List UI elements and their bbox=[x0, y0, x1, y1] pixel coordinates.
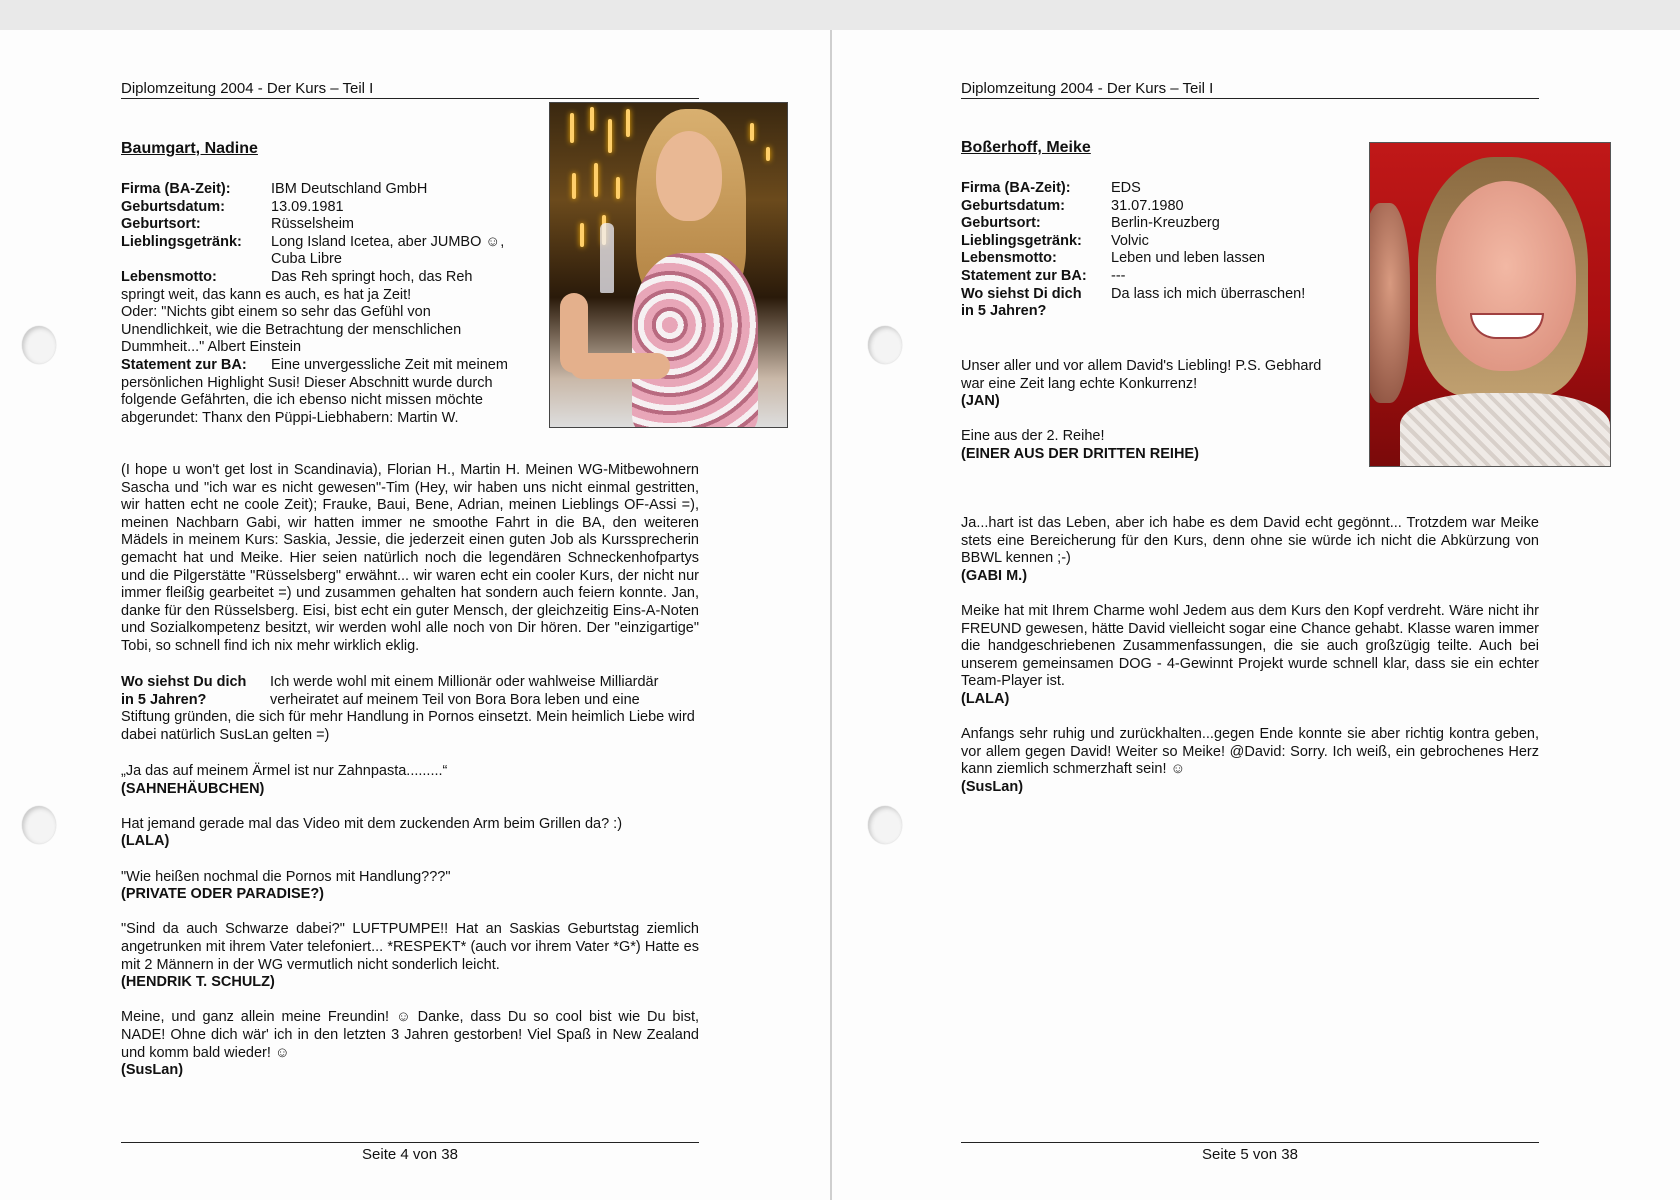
field-value: verheiratet auf meinem Teil von Bora Bora leben und eine bbox=[270, 691, 640, 708]
field-label: Geburtsdatum: bbox=[961, 197, 1065, 214]
comment-signature: (LALA) bbox=[961, 690, 1010, 707]
field-row bbox=[121, 181, 541, 199]
field-label: Wo siehst Di dich bbox=[961, 285, 1082, 302]
profile-photo bbox=[549, 102, 788, 428]
future-text: Stiftung gründen, die sich für mehr Handlung in Pornos einsetzt. Mein heimlich Liebe wird dabei natürlich SusLan gelten =) bbox=[121, 709, 695, 743]
field-value bbox=[1111, 303, 1361, 321]
comment bbox=[121, 921, 699, 991]
field-value: Eine unvergessliche Zeit mit meinem bbox=[271, 356, 508, 373]
profile-fields bbox=[961, 180, 1361, 321]
page-right bbox=[832, 30, 1680, 1200]
comment-text: „Ja das auf meinem Ärmel ist nur Zahnpasta.........“ bbox=[121, 763, 448, 779]
comment-signature: (HENDRIK T. SCHULZ) bbox=[121, 974, 275, 991]
field-label: Firma (BA-Zeit): bbox=[121, 181, 231, 197]
field-label: Wo siehst Du dich bbox=[121, 674, 247, 690]
field-value: 31.07.1980 bbox=[1111, 197, 1184, 214]
comments-list bbox=[961, 515, 1539, 814]
field-value: 13.09.1981 bbox=[271, 198, 344, 215]
comments-list-narrow bbox=[961, 358, 1341, 481]
comment bbox=[121, 869, 699, 904]
page-header: Diplomzeitung 2004 - Der Kurs – Teil I bbox=[961, 80, 1539, 99]
punch-hole bbox=[868, 806, 902, 844]
comment-signature: (SusLan) bbox=[961, 778, 1024, 795]
field-row bbox=[121, 692, 699, 710]
comment-text: Anfangs sehr ruhig und zurückhalten...gegen Ende konnte sie aber richtig kontra geben, vor allem gegen David! Weiter so Meike! @David: Sorry. Ich weiß, ein gebrochenes Herz kann ziemlich schmerzhaft sein! ☺ bbox=[961, 726, 1539, 778]
footer-rule bbox=[121, 1142, 699, 1143]
field-row bbox=[961, 233, 1361, 251]
page-header: Diplomzeitung 2004 - Der Kurs – Teil I bbox=[121, 80, 699, 99]
field-value: Volvic bbox=[1111, 232, 1149, 249]
punch-hole bbox=[22, 326, 56, 364]
comment-signature: (PRIVATE ODER PARADISE?) bbox=[121, 886, 325, 903]
comment-signature: (EINER AUS DER DRITTEN REIHE) bbox=[961, 445, 1199, 462]
field-label: Lebensmotto: bbox=[961, 250, 1057, 267]
field-value: Da lass ich mich überraschen! bbox=[1111, 285, 1306, 302]
comment-signature: (GABI M.) bbox=[961, 567, 1028, 584]
comment-signature: (LALA) bbox=[121, 833, 170, 850]
field-value: Ich werde wohl mit einem Millionär oder wahlweise Milliardär bbox=[270, 674, 659, 690]
field-row bbox=[121, 251, 541, 269]
footer-rule bbox=[961, 1142, 1539, 1143]
comment-text: Hat jemand gerade mal das Video mit dem zuckenden Arm beim Grillen da? :) bbox=[121, 815, 623, 832]
comment-signature: (JAN) bbox=[961, 393, 1000, 410]
comment-text: "Wie heißen nochmal die Pornos mit Handlung???" bbox=[121, 868, 451, 885]
field-row bbox=[121, 199, 541, 217]
field-row bbox=[121, 216, 541, 234]
field-value: Das Reh springt hoch, das Reh bbox=[271, 268, 473, 285]
comment-text: Unser aller und vor allem David's Liebling! P.S. Gebhard war eine Zeit lang echte Konkurrenz! bbox=[961, 358, 1322, 392]
motto-line: springt weit, das kann es auch, es hat ja Zeit! bbox=[121, 286, 412, 303]
statement-text: (I hope u won't get lost in Scandinavia), Florian H., Martin H. Meinen WG-Mitbewohnern Sascha und "ich war es nicht gewesen"-Tim (Hey, wir haben uns nicht einmal gestritten, wir hatten echt ne coole Zeit); Frauke, Baui, Bene, Adrian, meinen Lieblings OF-Assi =), meinen Nachbarn Gabi, wir hatten immer ne smoothe Fahrt in die BA, den weiteren Mädels in meinem Kurs: Saskia, Jessie, die jederzeit einen guten Job als Kurssprecherin gemacht hat und Meike. Hier seien natürlich noch die legendären Schneckenhofpartys und die Pilgerstätte "Rüsselsberg" erwähnt... wir waren echt ein cooler Kurs, der nicht nur immer fleißig gearbeitet =) und zusammen gehalten hat sondern auch feiern konnte. Jan, danke für den Rüsselsberg. Eisi, bist echt ein guter Mensch, der gleichzeitig Eins-A-Noten und Sozialkompetenz besitzt, wir werden wohl alle noch von Dir hören. Der "einzigartige" Tobi, so schnell find ich nix mehr wirklich eklig. bbox=[121, 462, 699, 654]
profile-fields bbox=[121, 181, 541, 427]
field-value: Cuba Libre bbox=[271, 251, 342, 268]
page-left bbox=[0, 30, 830, 1200]
comment bbox=[121, 1009, 699, 1079]
comment-text: Meine, und ganz allein meine Freundin! ☺ Danke, dass Du so cool bist wie Du bist, NADE! Ohne dich wär' ich in den letzten 3 Jahren gestorben! Viel Spaß in New Zealand und komm bald wieder! ☺ bbox=[121, 1009, 699, 1061]
field-value: --- bbox=[1111, 267, 1126, 284]
field-label: Geburtsort: bbox=[961, 215, 1041, 232]
field-row bbox=[961, 215, 1361, 233]
field-value: EDS bbox=[1111, 180, 1141, 196]
comment bbox=[961, 515, 1539, 585]
punch-hole bbox=[868, 326, 902, 364]
field-value: Long Island Icetea, aber JUMBO ☺, bbox=[271, 233, 505, 250]
profile-name: Baumgart, Nadine bbox=[121, 140, 258, 157]
field-value: Leben und leben lassen bbox=[1111, 250, 1265, 267]
field-label: Geburtsdatum: bbox=[121, 198, 225, 215]
field-row bbox=[121, 234, 541, 252]
field-row bbox=[961, 250, 1361, 268]
field-row bbox=[961, 303, 1361, 321]
field-label: Lieblingsgetränk: bbox=[961, 232, 1082, 249]
comment bbox=[961, 603, 1539, 709]
comment bbox=[961, 358, 1341, 411]
page-number: Seite 5 von 38 bbox=[1202, 1146, 1298, 1163]
field-value: Berlin-Kreuzberg bbox=[1111, 215, 1220, 232]
field-label: Lebensmotto: bbox=[121, 268, 217, 285]
field-label: Firma (BA-Zeit): bbox=[961, 180, 1071, 196]
comment bbox=[121, 816, 699, 851]
field-row bbox=[961, 198, 1361, 216]
comment bbox=[121, 763, 699, 798]
comment-text: "Sind da auch Schwarze dabei?" LUFTPUMPE!! Hat an Saskias Geburtstag ziemlich angetrunken mit ihrem Vater telefoniert... *RESPEKT* (auch vor ihrem Vater *G*) Hatte es mit 2 Männern in der WG vermutlich nicht sonderlich leicht. bbox=[121, 921, 699, 973]
field-value: IBM Deutschland GmbH bbox=[271, 181, 428, 197]
punch-hole bbox=[22, 806, 56, 844]
comment-signature: (SusLan) bbox=[121, 1062, 184, 1079]
field-value: Rüsselsheim bbox=[271, 216, 354, 233]
comment-text: Meike hat mit Ihrem Charme wohl Jedem aus dem Kurs den Kopf verdreht. Wäre nicht ihr FREUND gewesen, hätte David vielleicht sogar eine Chance gehabt. Klasse waren immer die handgeschriebenen Zusammenfassungen, die sie auch großzügig teilte. Auch bei unserem gemeinsamen DOG - 4-Gewinnt Projekt wurde schnell klar, dass sie ein echter Team-Player ist. bbox=[961, 602, 1539, 690]
field-label: Geburtsort: bbox=[121, 216, 201, 233]
comment-text: Eine aus der 2. Reihe! bbox=[961, 428, 1105, 445]
statement-line: folgende Gefährten, die ich ebenso nicht missen möchte bbox=[121, 392, 483, 409]
field-label: in 5 Jahren? bbox=[121, 691, 207, 708]
field-row bbox=[961, 286, 1361, 304]
field-row bbox=[961, 180, 1361, 198]
statement-line: abgerundet: Thanx den Püppi-Liebhabern: Martin W. bbox=[121, 409, 459, 426]
comment bbox=[961, 726, 1539, 796]
field-label: Lieblingsgetränk: bbox=[121, 233, 242, 250]
field-row bbox=[961, 268, 1361, 286]
main-text bbox=[121, 462, 699, 656]
comment-signature: (SAHNEHÄUBCHEN) bbox=[121, 780, 265, 797]
profile-name: Boßerhoff, Meike bbox=[961, 139, 1091, 156]
comments-list bbox=[121, 763, 699, 1097]
motto-line: Oder: "Nichts gibt einem so sehr das Gefühl von bbox=[121, 304, 431, 321]
field-label bbox=[121, 251, 271, 269]
comment bbox=[961, 428, 1341, 463]
motto-line: Dummheit..." Albert Einstein bbox=[121, 339, 302, 356]
field-row bbox=[121, 269, 541, 287]
field-row bbox=[121, 357, 541, 375]
field-label: Statement zur BA: bbox=[121, 356, 247, 373]
motto-line: Unendlichkeit, wie die Betrachtung der menschlichen bbox=[121, 321, 462, 338]
comment-text: Ja...hart ist das Leben, aber ich habe es dem David echt gegönnt... Trotzdem war Meike stets eine Bereicherung für den Kurs, denn ohne sie würde ich nicht die Abkürzung von BBWL kennen ;-) bbox=[961, 515, 1539, 567]
future-block bbox=[121, 674, 699, 744]
field-row bbox=[121, 674, 699, 692]
profile-photo bbox=[1369, 142, 1611, 467]
statement-line: persönlichen Highlight Susi! Dieser Abschnitt wurde durch bbox=[121, 374, 493, 391]
field-label: in 5 Jahren? bbox=[961, 303, 1047, 320]
page-number: Seite 4 von 38 bbox=[362, 1146, 458, 1163]
field-label: Statement zur BA: bbox=[961, 267, 1087, 284]
